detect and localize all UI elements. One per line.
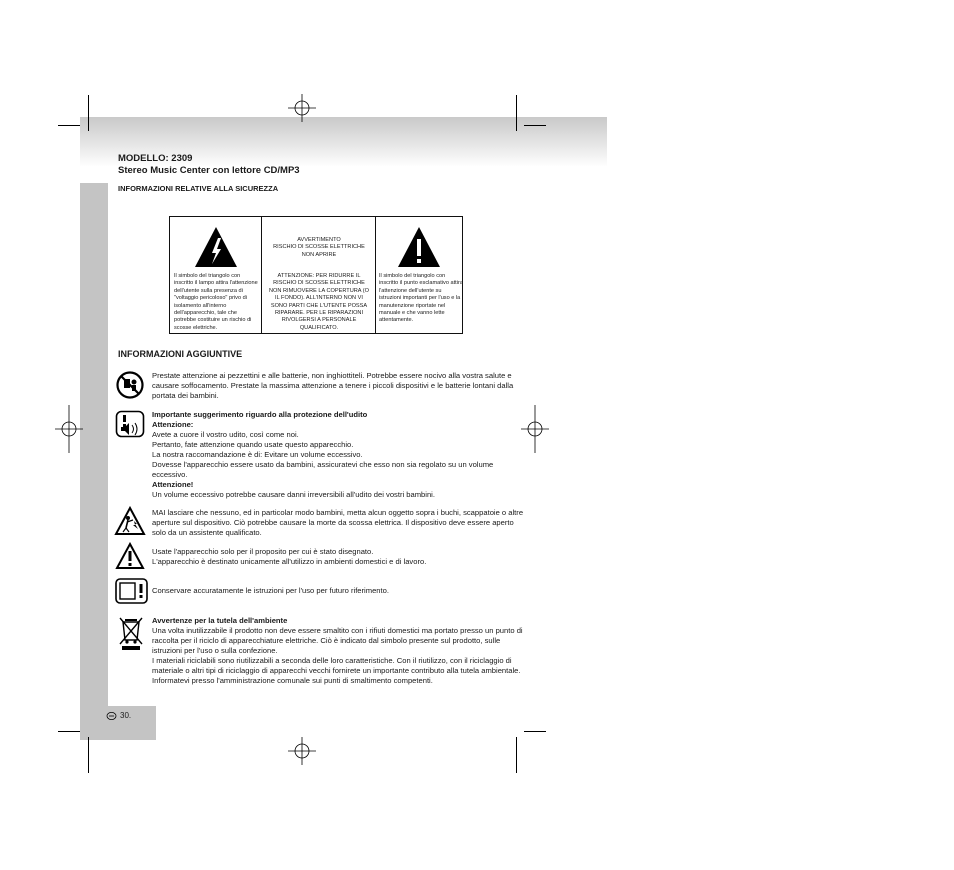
environment-section [152, 616, 524, 686]
objects-warning: MAI lasciare che nessuno, ed in particolar modo bambini, metta alcun oggetto sopra i buchi, scappatoie o altre aperture sul dispositivo. Ciò potrebbe causare la morte da scossa elettrica. Il dispositivo deve essere aperto solo da un assistente qualificato. [152, 508, 524, 537]
hearing-attention-2: Attenzione! [152, 480, 194, 489]
keep-instructions: Conservare accuratamente le istruzioni per l'uso per futuro riferimento. [152, 586, 389, 595]
hearing-section [152, 410, 524, 500]
caution-triangle-icon [115, 542, 145, 570]
lightning-explanation: Il simbolo del triangolo con inscritto il lampo attira l'attenzione dell'utente sulla presenza di "voltaggio pericoloso" privo di isolamento all'interno dell'apparecchio, tale che potrebbe costituire un rischio di scosse elettriche. [174, 273, 258, 331]
language-flag-icon [106, 711, 117, 721]
exclamation-triangle-icon [396, 225, 442, 269]
warning-left-column [170, 217, 262, 333]
hearing-line-1: Avete a cuore il vostro udito, così come noi. [152, 430, 299, 439]
electric-shock-warning-icon [114, 506, 146, 536]
environment-title: Avvertenze per la tutela dell'ambiente [152, 616, 288, 625]
hearing-attention-1: Attenzione: [152, 420, 194, 429]
environment-line-3: Informatevi presso l'amministrazione comunale sui punti di smaltimento competenti. [152, 676, 433, 685]
usage-line-1: Usate l'apparecchio solo per il proposito per cui è stato disegnato. [152, 547, 374, 556]
warning-center-bottom: ATTENZIONE: PER RIDURRE IL RISCHIO DI SCOSSE ELETTRICHE NON RIMUOVERE LA COPERTURA (O IL FONDO). ALL'INTERNO NON VI SONO PARTI CHE L'UTENTE POSSA RIPARARE. PER LE RIPARAZIONI RIVOLGERSI A PERSONALE QUALIFICATO. [269, 273, 369, 331]
hearing-protection-icon [115, 410, 145, 438]
lightning-triangle-icon [193, 225, 239, 269]
exclamation-explanation: Il simbolo del triangolo con inscritto il punto esclamativo attira l'attenzione dell'utente su istruzioni importanti per l'uso e la manutenzione riportate nel manuale e che vanno lette attentamente. [379, 273, 463, 324]
safety-warning-box [169, 216, 463, 334]
hearing-title: Importante suggerimento riguardo alla protezione dell'udito [152, 410, 368, 419]
page-number: 30. [120, 711, 132, 720]
warning-right-column [376, 217, 464, 333]
warning-center-top: AVVERTIMENTO RISCHIO DI SCOSSE ELETTRICHE NON APRIRE [273, 237, 365, 258]
usage-line-2: L'apparecchio è destinato unicamente all'utilizzo in ambienti domestici e di lavoro. [152, 557, 427, 566]
product-heading: Stereo Music Center con lettore CD/MP3 [118, 165, 300, 176]
environment-line-1: Una volta inutilizzabile il prodotto non deve essere smaltito con i rifiuti domestici ma portato presso un punto di raccolta per il riciclo di apparecchiature elettriche. Ciò è indicato dal simbolo presente sul prodotto, sulle istruzioni per l'uso o sulla confezione. [152, 626, 523, 655]
hearing-line-3: La nostra raccomandazione è di: Evitare un volume eccessivo. [152, 450, 363, 459]
hearing-line-4: Dovesse l'apparecchio essere usato da bambini, assicuratevi che esso non sia regolato su un volume eccessivo. [152, 460, 494, 479]
weee-bin-icon [118, 615, 144, 651]
usage-section [152, 547, 524, 567]
choking-warning: Prestate attenzione ai pezzettini e alle batterie, non inghiottiteli. Potrebbe essere nocivo alla vostra salute e causare soffocamento. Prestate la massima attenzione a tenere i piccoli dispositivi e le batterie lontani dalla portata dei bambini. [152, 371, 514, 400]
model-heading: MODELLO: 2309 [118, 153, 193, 164]
manual-icon [115, 578, 148, 604]
no-swallow-icon [115, 370, 145, 400]
safety-title: INFORMAZIONI RELATIVE ALLA SICUREZZA [118, 184, 279, 193]
environment-line-2: I materiali riciclabili sono riutilizzabili a seconda delle loro caratteristiche. Con il riutilizzo, con il riciclaggio di materiale o altri tipi di riciclaggio di apparecchi vecchi fornirete un importante contributo alla tutela ambientale. [152, 656, 521, 675]
hearing-line-2: Pertanto, fate attenzione quando usate questo apparecchio. [152, 440, 354, 449]
additional-info-title: INFORMAZIONI AGGIUNTIVE [118, 349, 243, 359]
hearing-line-5: Un volume eccessivo potrebbe causare danni irreversibili all'udito dei vostri bambini. [152, 490, 435, 499]
warning-center-column [262, 217, 376, 333]
